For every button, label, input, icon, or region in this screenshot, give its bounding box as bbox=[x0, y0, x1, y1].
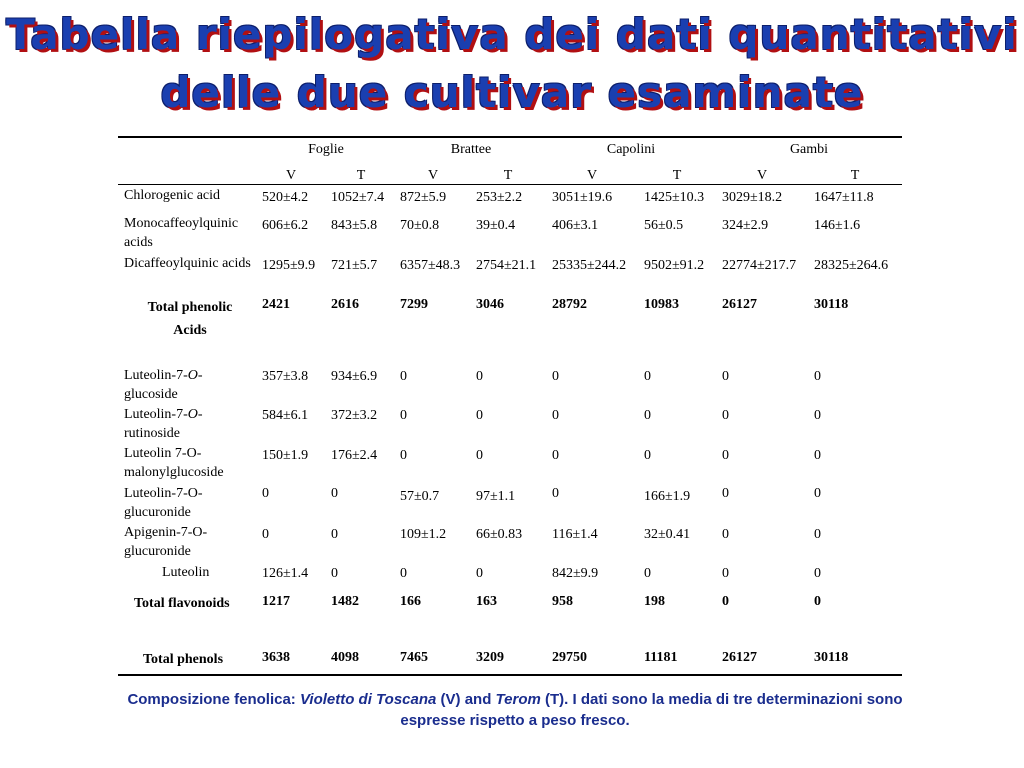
group-header-capolini: Capolini bbox=[606, 142, 656, 157]
table-cell: 0 bbox=[262, 527, 269, 542]
table-cell: 66±0.83 bbox=[476, 527, 523, 542]
table-cell: 30118 bbox=[814, 650, 849, 665]
table-cell: 10983 bbox=[644, 297, 679, 312]
table-cell: 843±5.8 bbox=[331, 218, 378, 233]
subheader-v: V bbox=[285, 168, 297, 183]
table-cell: 116±1.4 bbox=[552, 527, 598, 542]
table-cell: 520±4.2 bbox=[262, 190, 309, 205]
table-cell: 0 bbox=[476, 448, 483, 463]
table-cell: 372±3.2 bbox=[331, 408, 378, 423]
table-cell: 126±1.4 bbox=[262, 566, 309, 581]
slide-title-line-1: Tabella riepilogativa dei dati quantitativi bbox=[6, 10, 1018, 59]
table-cell: 1482 bbox=[331, 594, 359, 609]
subheader-t: T bbox=[672, 168, 682, 183]
figure-caption: Composizione fenolica: Violetto di Toscana (V) and Terom (T). I dati sono la media di tre determinazioni sono espresse rispetto a peso fresco. bbox=[127, 691, 903, 729]
table-cell: 146±1.6 bbox=[814, 218, 861, 233]
subheader-v: V bbox=[427, 168, 439, 183]
table-cell: 109±1.2 bbox=[400, 527, 447, 542]
table-cell: 0 bbox=[552, 486, 559, 501]
table-cell: 0 bbox=[400, 408, 407, 423]
table-cell: 0 bbox=[722, 448, 729, 463]
table-cell: 29750 bbox=[552, 650, 587, 665]
table-cell: 2421 bbox=[262, 297, 290, 312]
table-cell: 0 bbox=[722, 408, 729, 423]
row-label: Luteolin bbox=[162, 565, 210, 580]
table-cell: 0 bbox=[644, 566, 651, 581]
table-cell: 28325±264.6 bbox=[814, 258, 889, 273]
row-label: Luteolin-7-O-glucuronide bbox=[124, 486, 203, 520]
subheader-v: V bbox=[756, 168, 768, 183]
table-cell: 324±2.9 bbox=[722, 218, 769, 233]
table-cell: 0 bbox=[400, 566, 407, 581]
table-cell: 0 bbox=[722, 369, 729, 384]
table-cell: 2616 bbox=[331, 297, 359, 312]
table-cell: 0 bbox=[814, 369, 821, 384]
group-header-gambi: Gambi bbox=[789, 142, 829, 157]
table-cell: 166 bbox=[400, 594, 421, 609]
table-cell: 0 bbox=[552, 408, 559, 423]
row-label: Monocaffeoylquinic acids bbox=[124, 216, 239, 250]
table-bottom-rule bbox=[118, 674, 902, 676]
row-label: Luteolin 7-O-malonylglucoside bbox=[124, 446, 224, 480]
table-cell: 721±5.7 bbox=[331, 258, 378, 273]
table-cell: 30118 bbox=[814, 297, 849, 312]
table-cell: 11181 bbox=[644, 650, 678, 665]
table-cell: 57±0.7 bbox=[400, 489, 440, 504]
table-cell: 4098 bbox=[331, 650, 359, 665]
table-cell: 357±3.8 bbox=[262, 369, 309, 384]
table-cell: 0 bbox=[722, 566, 729, 581]
table-cell: 150±1.9 bbox=[262, 448, 309, 463]
table-cell: 9502±91.2 bbox=[644, 258, 705, 273]
table-cell: 934±6.9 bbox=[331, 369, 378, 384]
table-cell: 1647±11.8 bbox=[814, 190, 874, 205]
table-cell: 253±2.2 bbox=[476, 190, 523, 205]
table-cell: 3209 bbox=[476, 650, 504, 665]
table-cell: 606±6.2 bbox=[262, 218, 309, 233]
row-label: Chlorogenic acid bbox=[124, 188, 221, 203]
table-cell: 0 bbox=[722, 594, 729, 609]
table-cell: 0 bbox=[476, 369, 483, 384]
table-cell: 958 bbox=[552, 594, 573, 609]
table-cell: 3051±19.6 bbox=[552, 190, 613, 205]
slide-title-line-2: delle due cultivar esaminate bbox=[160, 68, 864, 117]
table-cell: 0 bbox=[722, 486, 729, 501]
table-top-rule bbox=[118, 136, 902, 138]
row-label: Dicaffeoylquinic acids bbox=[124, 256, 251, 271]
table-cell: 39±0.4 bbox=[476, 218, 516, 233]
table-cell: 872±5.9 bbox=[400, 190, 447, 205]
table-cell: 0 bbox=[814, 527, 821, 542]
table-cell: 0 bbox=[644, 369, 651, 384]
table-cell: 163 bbox=[476, 594, 497, 609]
table-cell: 6357±48.3 bbox=[400, 258, 461, 273]
subheader-v: V bbox=[586, 168, 598, 183]
table-cell: 1217 bbox=[262, 594, 290, 609]
table-cell: 28792 bbox=[552, 297, 587, 312]
table-cell: 7299 bbox=[400, 297, 428, 312]
row-label: Luteolin-7-O-glucoside bbox=[124, 368, 203, 402]
table-cell: 0 bbox=[476, 408, 483, 423]
table-cell: 3046 bbox=[476, 297, 504, 312]
table-cell: 0 bbox=[814, 486, 821, 501]
table-cell: 1425±10.3 bbox=[644, 190, 705, 205]
table-cell: 166±1.9 bbox=[644, 489, 691, 504]
table-cell: 26127 bbox=[722, 650, 757, 665]
table-cell: 406±3.1 bbox=[552, 218, 599, 233]
table-cell: 1295±9.9 bbox=[262, 258, 316, 273]
table-cell: 25335±244.2 bbox=[552, 258, 627, 273]
table-cell: 0 bbox=[814, 448, 821, 463]
table-cell: 0 bbox=[262, 486, 269, 501]
table-cell: 0 bbox=[400, 448, 407, 463]
table-cell: 22774±217.7 bbox=[722, 258, 797, 273]
table-cell: 56±0.5 bbox=[644, 218, 684, 233]
table-cell: 584±6.1 bbox=[262, 408, 309, 423]
subheader-t: T bbox=[503, 168, 513, 183]
table-cell: 0 bbox=[814, 594, 821, 609]
row-label: Apigenin-7-O-glucuronide bbox=[124, 525, 208, 559]
table-cell: 0 bbox=[331, 527, 338, 542]
table-cell: 3029±18.2 bbox=[722, 190, 783, 205]
table-cell: 0 bbox=[476, 566, 483, 581]
table-cell: 0 bbox=[722, 527, 729, 542]
subheader-t: T bbox=[850, 168, 860, 183]
row-label: Total phenolic Acids bbox=[147, 300, 233, 338]
table-cell: 0 bbox=[644, 448, 651, 463]
table-cell: 0 bbox=[644, 408, 651, 423]
table-cell: 97±1.1 bbox=[476, 489, 516, 504]
table-cell: 0 bbox=[331, 486, 338, 501]
table-cell: 0 bbox=[552, 448, 559, 463]
table-cell: 70±0.8 bbox=[400, 218, 440, 233]
table-cell: 7465 bbox=[400, 650, 428, 665]
row-label: Total phenols bbox=[143, 652, 224, 667]
table-cell: 32±0.41 bbox=[644, 527, 691, 542]
table-cell: 0 bbox=[331, 566, 338, 581]
table-cell: 0 bbox=[814, 566, 821, 581]
table-cell: 0 bbox=[814, 408, 821, 423]
group-header-brattee: Brattee bbox=[450, 142, 492, 157]
table-cell: 0 bbox=[400, 369, 407, 384]
table-cell: 2754±21.1 bbox=[476, 258, 537, 273]
table-cell: 176±2.4 bbox=[331, 448, 378, 463]
row-label: Total flavonoids bbox=[134, 596, 230, 611]
subheader-t: T bbox=[356, 168, 366, 183]
table-cell: 0 bbox=[552, 369, 559, 384]
group-header-foglie: Foglie bbox=[308, 142, 344, 157]
table-cell: 842±9.9 bbox=[552, 566, 599, 581]
table-cell: 3638 bbox=[262, 650, 290, 665]
table-cell: 26127 bbox=[722, 297, 757, 312]
row-label: Luteolin-7-O-rutinoside bbox=[124, 407, 203, 441]
table-cell: 198 bbox=[644, 594, 665, 609]
table-cell: 1052±7.4 bbox=[331, 190, 385, 205]
